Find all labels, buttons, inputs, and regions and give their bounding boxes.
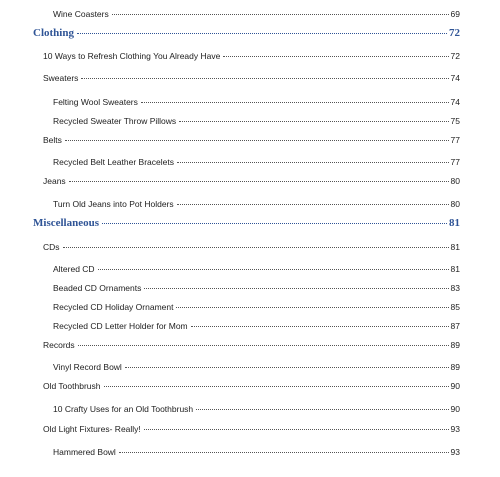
toc-entry[interactable] <box>53 263 460 275</box>
toc-entry[interactable] <box>53 320 460 332</box>
dot-leader <box>81 78 448 79</box>
toc-entry[interactable] <box>43 72 460 84</box>
toc-entry-title: Belts <box>43 135 62 145</box>
dot-leader <box>102 223 447 224</box>
toc-entry-title: 10 Ways to Refresh Clothing You Already Have <box>43 51 221 61</box>
toc-entry-title: Altered CD <box>53 264 95 274</box>
toc-entry-title: Sweaters <box>43 73 79 83</box>
toc-entry[interactable] <box>33 216 460 230</box>
dot-leader <box>144 288 448 289</box>
dot-leader <box>141 102 449 103</box>
toc-page-number: 90 <box>450 381 460 391</box>
toc-entry-title: Recycled CD Letter Holder for Mom <box>53 321 188 331</box>
toc-entry-title: Clothing <box>33 27 74 39</box>
toc-entry-title: Old Light Fixtures- Really! <box>43 424 141 434</box>
dot-leader <box>119 452 449 453</box>
dot-leader <box>69 181 449 182</box>
toc-entry[interactable] <box>43 339 460 351</box>
toc-page-number: 80 <box>450 176 460 186</box>
toc-entry-title: Old Toothbrush <box>43 381 101 391</box>
dot-leader <box>177 162 449 163</box>
toc-page-number: 81 <box>450 242 460 252</box>
toc-entry-title: Recycled Sweater Throw Pillows <box>53 116 177 126</box>
toc-entry[interactable] <box>43 380 460 392</box>
toc-entry-title: Turn Old Jeans into Pot Holders <box>53 199 174 209</box>
dot-leader <box>63 247 449 248</box>
toc-entry[interactable] <box>43 175 460 187</box>
toc-page-number: 74 <box>450 73 460 83</box>
toc-entry[interactable] <box>43 423 460 435</box>
toc-entry-title: Felting Wool Sweaters <box>53 97 138 107</box>
toc-page-number: 80 <box>450 199 460 209</box>
toc-entry[interactable] <box>53 8 460 20</box>
toc-page-number: 75 <box>450 116 460 126</box>
toc-entry-title: Beaded CD Ornaments <box>53 283 142 293</box>
dot-leader <box>196 409 448 410</box>
toc-page-number: 77 <box>450 157 460 167</box>
toc-entry[interactable] <box>53 282 460 294</box>
dot-leader <box>112 14 449 15</box>
toc-entry-title: Jeans <box>43 176 66 186</box>
dot-leader <box>144 429 449 430</box>
toc-page-number: 77 <box>450 135 460 145</box>
toc-entry[interactable] <box>43 50 460 62</box>
toc-page-number: 81 <box>450 264 460 274</box>
toc-page-number: 74 <box>450 97 460 107</box>
toc-entry[interactable] <box>53 361 460 373</box>
toc-page-number: 90 <box>450 404 460 414</box>
toc-page-number: 87 <box>450 321 460 331</box>
toc-entry[interactable] <box>53 156 460 168</box>
toc-page-number: 89 <box>450 340 460 350</box>
toc-entry[interactable] <box>43 134 460 146</box>
toc-entry[interactable] <box>53 403 460 415</box>
dot-leader <box>77 33 447 34</box>
toc-entry[interactable] <box>53 115 460 127</box>
toc-page-number: 72 <box>449 27 460 39</box>
dot-leader <box>176 307 448 308</box>
toc-entry-title: Vinyl Record Bowl <box>53 362 122 372</box>
dot-leader <box>98 269 449 270</box>
toc-page-number: 89 <box>450 362 460 372</box>
dot-leader <box>125 367 449 368</box>
toc-entry[interactable] <box>53 96 460 108</box>
toc-entry-title: Recycled CD Holiday Ornament <box>53 302 174 312</box>
toc-entry-title: Wine Coasters <box>53 9 109 19</box>
toc-entry[interactable] <box>53 301 460 313</box>
toc-entry-title: Hammered Bowl <box>53 447 116 457</box>
dot-leader <box>223 56 448 57</box>
toc-entry-title: Records <box>43 340 75 350</box>
toc-page-number: 93 <box>450 424 460 434</box>
toc-page-number: 81 <box>449 217 460 229</box>
toc-page-number: 83 <box>450 283 460 293</box>
toc-entry-title: Recycled Belt Leather Bracelets <box>53 157 174 167</box>
dot-leader <box>78 345 449 346</box>
toc-entry-title: 10 Crafty Uses for an Old Toothbrush <box>53 404 194 414</box>
dot-leader <box>104 386 449 387</box>
toc-entry[interactable] <box>53 446 460 458</box>
toc-page-number: 85 <box>450 302 460 312</box>
dot-leader <box>179 121 448 122</box>
dot-leader <box>177 204 449 205</box>
toc-page-number: 69 <box>450 9 460 19</box>
toc-entry-title: Miscellaneous <box>33 217 99 229</box>
toc-entry[interactable] <box>53 198 460 210</box>
toc-entry[interactable] <box>33 26 460 40</box>
toc-page-number: 72 <box>450 51 460 61</box>
dot-leader <box>65 140 449 141</box>
toc-entry-title: CDs <box>43 242 60 252</box>
toc-page-number: 93 <box>450 447 460 457</box>
dot-leader <box>191 326 449 327</box>
toc-entry[interactable] <box>43 241 460 253</box>
